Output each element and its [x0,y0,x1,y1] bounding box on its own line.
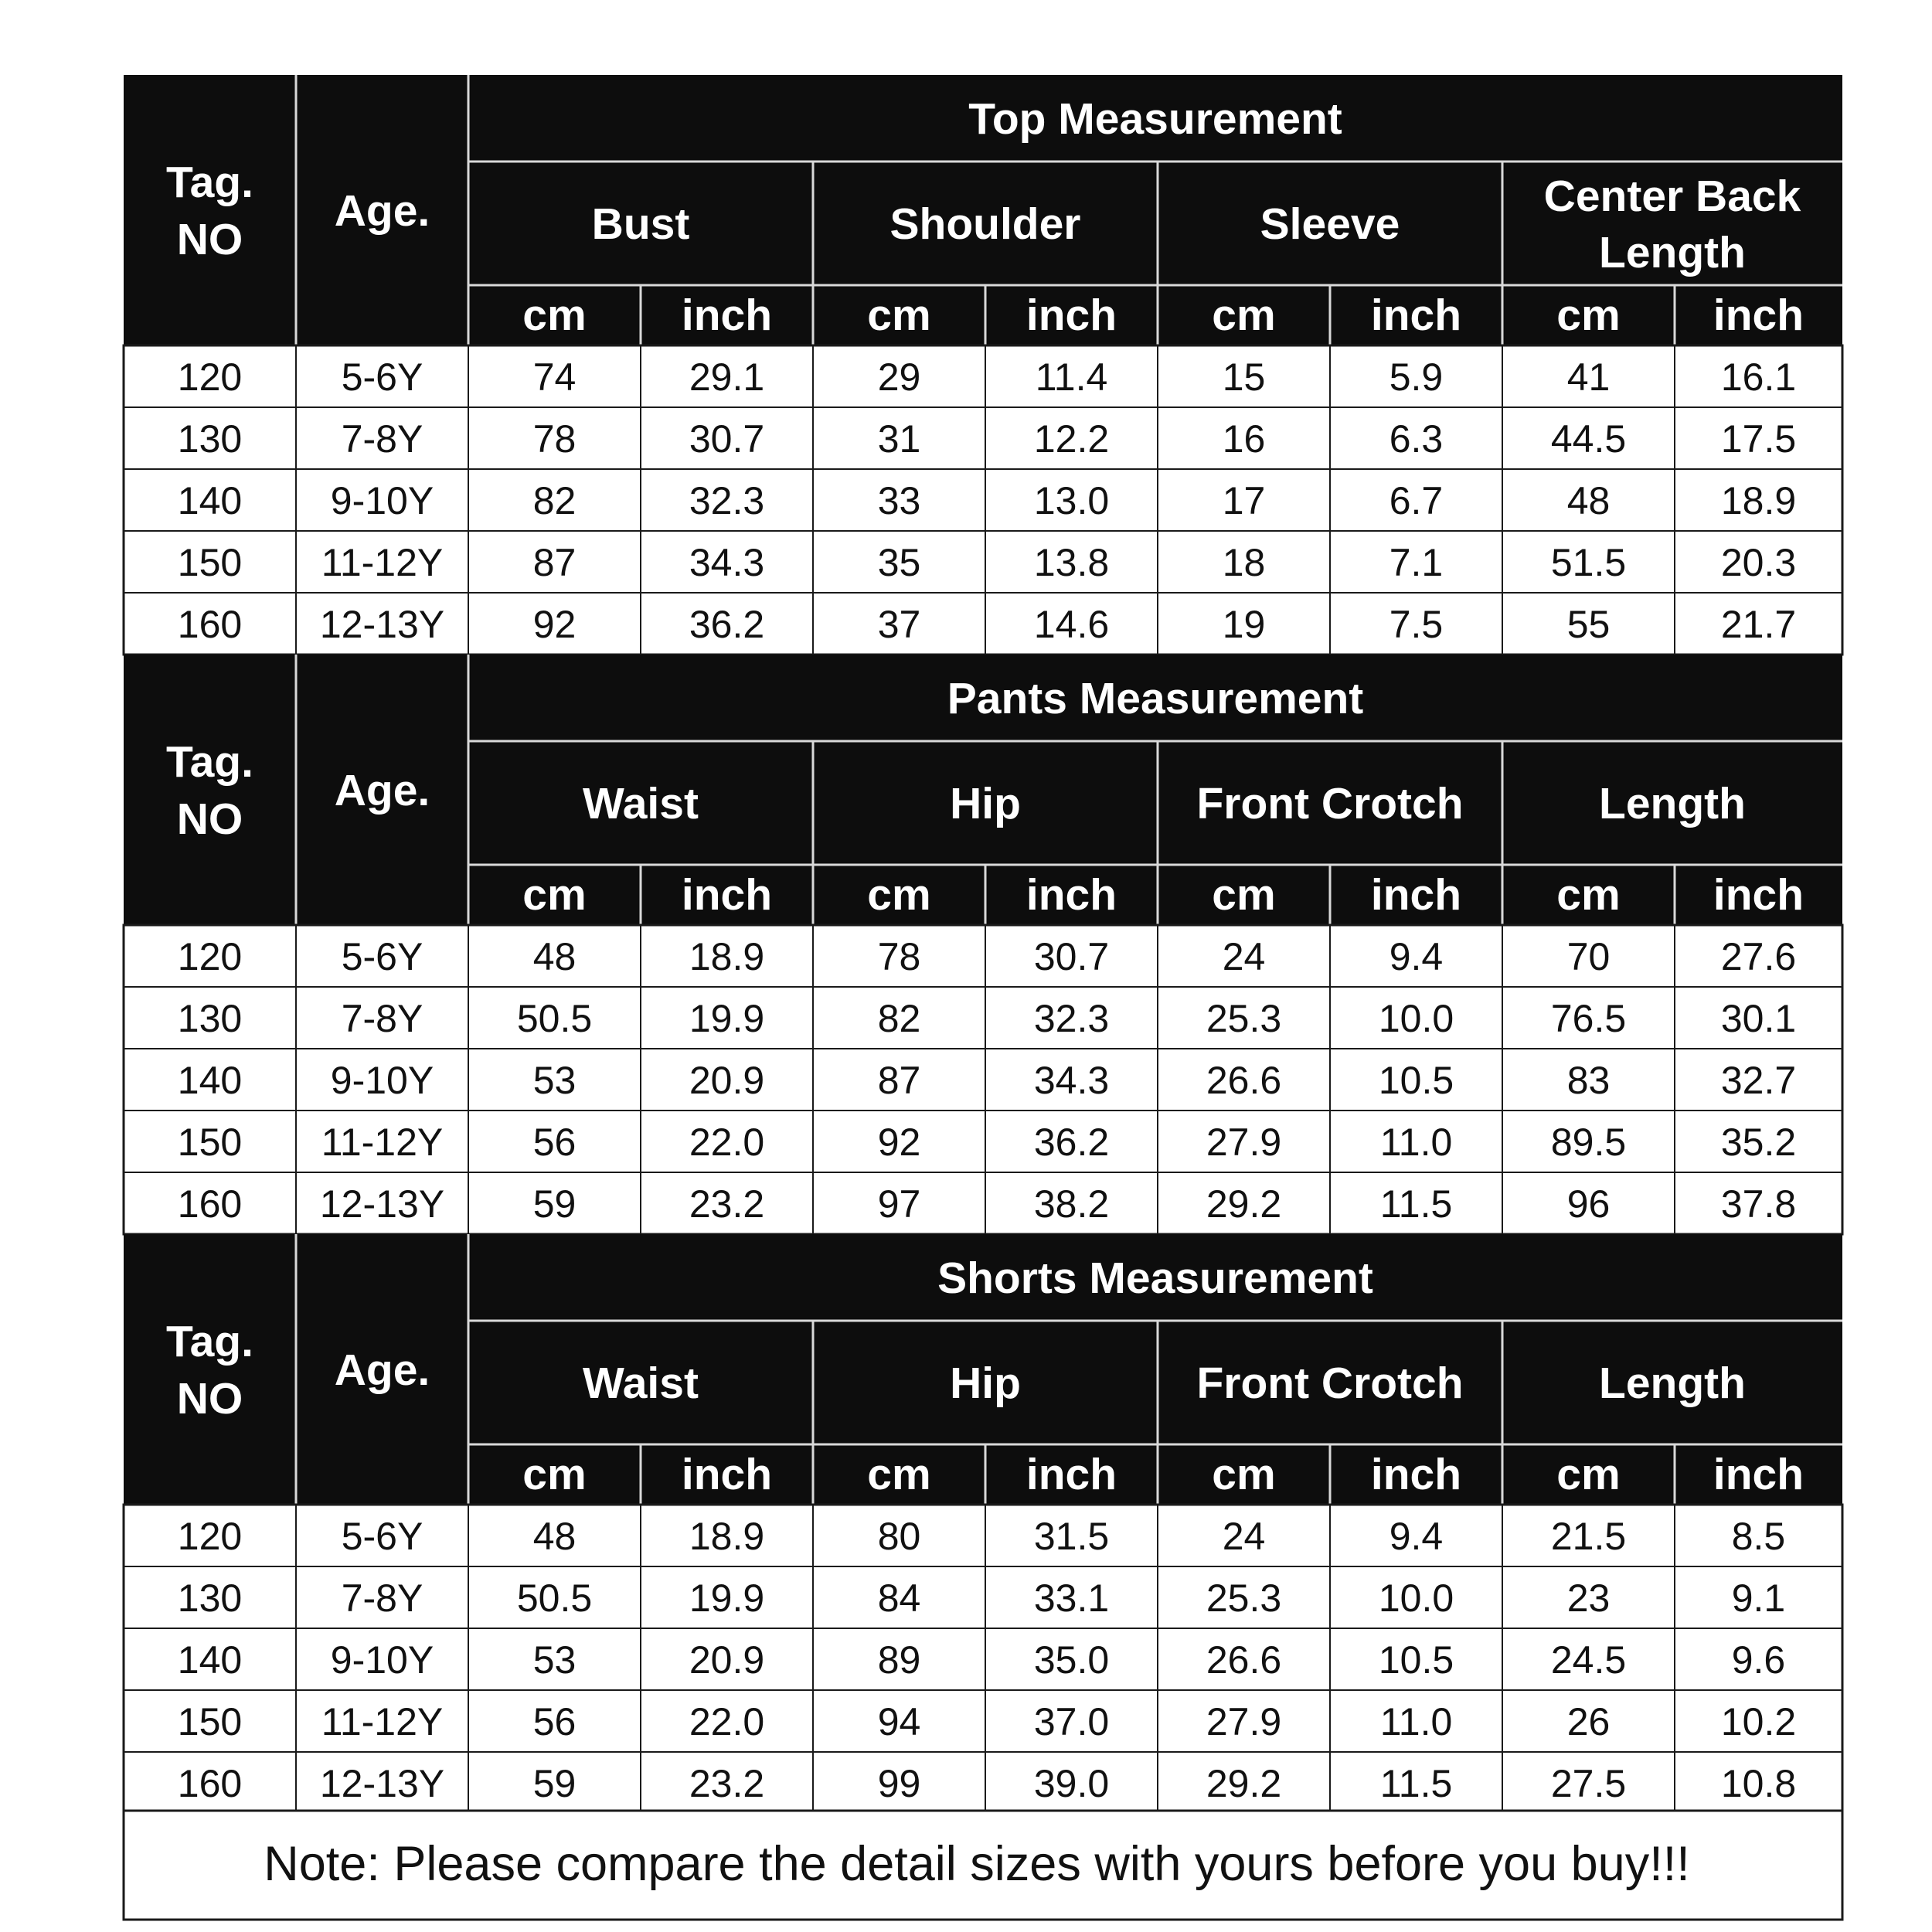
table-cell: 11.5 [1379,1182,1453,1226]
unit-label: cm [522,291,587,340]
table-cell: 21.5 [1550,1515,1627,1558]
table-cell: 10.8 [1720,1762,1797,1805]
table-cell: 30.7 [689,417,765,461]
table-cell: 9.4 [1389,1515,1444,1558]
table-cell: 11.4 [1035,355,1108,399]
table-cell: 6.7 [1389,479,1444,522]
unit-label: cm [1212,870,1276,920]
table-cell: 96 [1566,1182,1611,1226]
table-cell: 5-6Y [341,355,423,399]
table-cell: 20.9 [689,1059,765,1102]
table-cell: 56 [532,1121,577,1164]
tag-label: NO [176,794,243,844]
table-cell: 53 [532,1638,577,1682]
table-cell: 140 [177,1638,243,1682]
table-cell: 83 [1566,1059,1611,1102]
table-cell: 22.0 [689,1121,765,1164]
unit-label: inch [1713,1450,1804,1499]
table-cell: 11.0 [1379,1700,1453,1743]
table-cell: 19.9 [689,1577,765,1620]
unit-label: inch [1713,291,1804,340]
unit-label: inch [681,1450,773,1499]
table-cell: 41 [1566,355,1611,399]
table-cell: 44.5 [1550,417,1627,461]
unit-label: inch [1370,1450,1462,1499]
table-cell: 48 [532,935,577,978]
note-section [124,1811,1842,1920]
table-cell: 16 [1222,417,1266,461]
table-cell: 10.2 [1720,1700,1797,1743]
table-cell: 18.9 [1720,479,1797,522]
table-cell: 20.9 [689,1638,765,1682]
table-cell: 51.5 [1550,541,1627,584]
table-cell: 29.1 [689,355,765,399]
unit-label: cm [1556,291,1621,340]
group-header: Bust [591,199,690,249]
table-cell: 27.6 [1720,935,1797,978]
table-cell: 7-8Y [341,417,423,461]
age-label: Age. [334,186,430,236]
tag-label: NO [176,1374,243,1423]
table-cell: 84 [877,1577,921,1620]
table-cell: 5-6Y [341,1515,423,1558]
unit-label: inch [681,291,773,340]
table-cell: 36.2 [689,603,765,646]
table-cell: 11.0 [1379,1121,1453,1164]
group-header: Waist [583,1359,699,1408]
table-cell: 11-12Y [321,541,444,584]
table-cell: 25.3 [1206,997,1282,1040]
table-cell: 24 [1222,1515,1266,1558]
table-cell: 10.0 [1378,1577,1454,1620]
table-cell: 76.5 [1550,997,1627,1040]
table-cell: 59 [532,1762,577,1805]
unit-label: cm [867,1450,931,1499]
group-header: Shoulder [889,199,1081,249]
table-cell: 50.5 [516,1577,593,1620]
group-header: Front Crotch [1196,1359,1464,1408]
table-cell: 53 [532,1059,577,1102]
unit-label: inch [1370,870,1462,920]
table-cell: 22.0 [689,1700,765,1743]
table-cell: 10.5 [1378,1638,1454,1682]
note-text: Note: Please compare the detail sizes with yours before you buy!!! [264,1837,1690,1891]
table-cell: 150 [177,1121,243,1164]
table-cell: 32.3 [689,479,765,522]
group-header: Length [1599,228,1746,277]
table-cell: 7.5 [1389,603,1444,646]
table-cell: 160 [177,1182,243,1226]
table-cell: 29 [877,355,921,399]
table-cell: 7-8Y [341,1577,423,1620]
table-cell: 39.0 [1033,1762,1110,1805]
table-cell: 34.3 [689,541,765,584]
table-cell: 18 [1222,541,1266,584]
table-cell: 160 [177,603,243,646]
table-cell: 120 [177,1515,243,1558]
table-cell: 38.2 [1033,1182,1110,1226]
table-cell: 140 [177,1059,243,1102]
table-cell: 97 [877,1182,921,1226]
table-cell: 120 [177,355,243,399]
table-cell: 56 [532,1700,577,1743]
unit-label: cm [522,1450,587,1499]
table-cell: 7-8Y [341,997,423,1040]
table-cell: 12-13Y [319,1182,445,1226]
table-cell: 23.2 [689,1182,765,1226]
unit-label: cm [522,870,587,920]
table-cell: 29.2 [1206,1762,1282,1805]
table-cell: 35.0 [1033,1638,1110,1682]
table-1 [124,655,1842,1234]
table-cell: 87 [877,1059,921,1102]
table-cell: 150 [177,541,243,584]
table-cell: 82 [532,479,577,522]
table-cell: 21.7 [1720,603,1797,646]
table-cell: 9-10Y [330,1638,434,1682]
table-cell: 24.5 [1550,1638,1627,1682]
table-2 [124,1234,1842,1814]
table-cell: 78 [532,417,577,461]
table-cell: 9.6 [1731,1638,1786,1682]
table-cell: 36.2 [1033,1121,1110,1164]
table-cell: 92 [877,1121,921,1164]
table-cell: 11.5 [1379,1762,1453,1805]
table-cell: 19.9 [689,997,765,1040]
table-cell: 11-12Y [321,1700,444,1743]
table-cell: 18.9 [689,935,765,978]
table-cell: 27.9 [1206,1700,1282,1743]
table-cell: 12-13Y [319,1762,445,1805]
table-cell: 150 [177,1700,243,1743]
age-label: Age. [334,1345,430,1395]
table-cell: 33.1 [1033,1577,1110,1620]
table-cell: 26 [1566,1700,1611,1743]
unit-label: inch [1370,291,1462,340]
age-label: Age. [334,766,430,815]
table-cell: 29.2 [1206,1182,1282,1226]
unit-label: cm [1556,870,1621,920]
table-cell: 26.6 [1206,1059,1282,1102]
size-tables [124,75,1842,1814]
tag-label: NO [176,215,243,264]
table-cell: 37 [877,603,921,646]
table-cell: 89 [877,1638,921,1682]
table-cell: 9.4 [1389,935,1444,978]
table-cell: 11-12Y [321,1121,444,1164]
table-cell: 6.3 [1389,417,1444,461]
table-cell: 160 [177,1762,243,1805]
table-cell: 15 [1222,355,1266,399]
group-header: Sleeve [1260,199,1400,249]
table-cell: 99 [877,1762,921,1805]
table-cell: 55 [1566,603,1611,646]
table-cell: 5-6Y [341,935,423,978]
table-cell: 48 [532,1515,577,1558]
group-header: Hip [950,1359,1021,1408]
table-cell: 23 [1566,1577,1611,1620]
table-cell: 10.0 [1378,997,1454,1040]
table-cell: 10.5 [1378,1059,1454,1102]
table-cell: 87 [532,541,577,584]
table-cell: 92 [532,603,577,646]
table-cell: 37.8 [1720,1182,1797,1226]
table-cell: 30.1 [1720,997,1797,1040]
table-cell: 9-10Y [330,1059,434,1102]
table-cell: 34.3 [1033,1059,1110,1102]
unit-label: inch [1713,870,1804,920]
group-header: Length [1599,779,1746,828]
table-cell: 24 [1222,935,1266,978]
table-title: Shorts Measurement [937,1253,1373,1303]
table-cell: 82 [877,997,921,1040]
unit-label: cm [867,291,931,340]
table-cell: 31 [877,417,921,461]
group-header: Hip [950,779,1021,828]
group-header: Waist [583,779,699,828]
table-cell: 32.7 [1720,1059,1797,1102]
table-cell: 35 [877,541,921,584]
table-cell: 18.9 [689,1515,765,1558]
table-cell: 120 [177,935,243,978]
table-cell: 48 [1566,479,1611,522]
table-cell: 30.7 [1033,935,1110,978]
table-cell: 50.5 [516,997,593,1040]
table-cell: 14.6 [1033,603,1110,646]
table-title: Top Measurement [968,94,1342,144]
unit-label: inch [1026,870,1117,920]
table-cell: 27.5 [1550,1762,1627,1805]
group-header: Length [1599,1359,1746,1408]
unit-label: inch [1026,1450,1117,1499]
table-cell: 8.5 [1731,1515,1786,1558]
table-cell: 9-10Y [330,479,434,522]
table-cell: 12-13Y [319,603,445,646]
table-cell: 17.5 [1720,417,1797,461]
table-cell: 32.3 [1033,997,1110,1040]
unit-label: inch [1026,291,1117,340]
table-cell: 80 [877,1515,921,1558]
tag-label: Tag. [166,737,253,787]
table-cell: 140 [177,479,243,522]
table-cell: 130 [177,997,243,1040]
unit-label: cm [867,870,931,920]
table-cell: 25.3 [1206,1577,1282,1620]
table-cell: 33 [877,479,921,522]
group-header: Center Back [1543,172,1801,221]
table-cell: 78 [877,935,921,978]
table-cell: 9.1 [1731,1577,1786,1620]
table-cell: 23.2 [689,1762,765,1805]
table-cell: 74 [532,355,577,399]
table-0 [124,75,1842,655]
table-cell: 94 [877,1700,921,1743]
table-cell: 130 [177,1577,243,1620]
table-cell: 70 [1566,935,1611,978]
table-cell: 27.9 [1206,1121,1282,1164]
table-cell: 12.2 [1033,417,1110,461]
table-cell: 5.9 [1389,355,1444,399]
table-cell: 26.6 [1206,1638,1282,1682]
unit-label: cm [1556,1450,1621,1499]
tag-label: Tag. [166,158,253,207]
table-cell: 20.3 [1720,541,1797,584]
unit-label: inch [681,870,773,920]
group-header: Front Crotch [1196,779,1464,828]
table-cell: 7.1 [1389,541,1444,584]
table-cell: 59 [532,1182,577,1226]
table-cell: 17 [1222,479,1266,522]
table-cell: 13.0 [1033,479,1110,522]
table-cell: 37.0 [1033,1700,1110,1743]
unit-label: cm [1212,1450,1276,1499]
table-cell: 35.2 [1720,1121,1797,1164]
table-cell: 130 [177,417,243,461]
table-cell: 16.1 [1720,355,1797,399]
table-cell: 13.8 [1033,541,1110,584]
table-cell: 89.5 [1550,1121,1627,1164]
table-cell: 31.5 [1033,1515,1110,1558]
unit-label: cm [1212,291,1276,340]
table-title: Pants Measurement [947,674,1364,723]
table-cell: 19 [1222,603,1266,646]
tag-label: Tag. [166,1317,253,1366]
